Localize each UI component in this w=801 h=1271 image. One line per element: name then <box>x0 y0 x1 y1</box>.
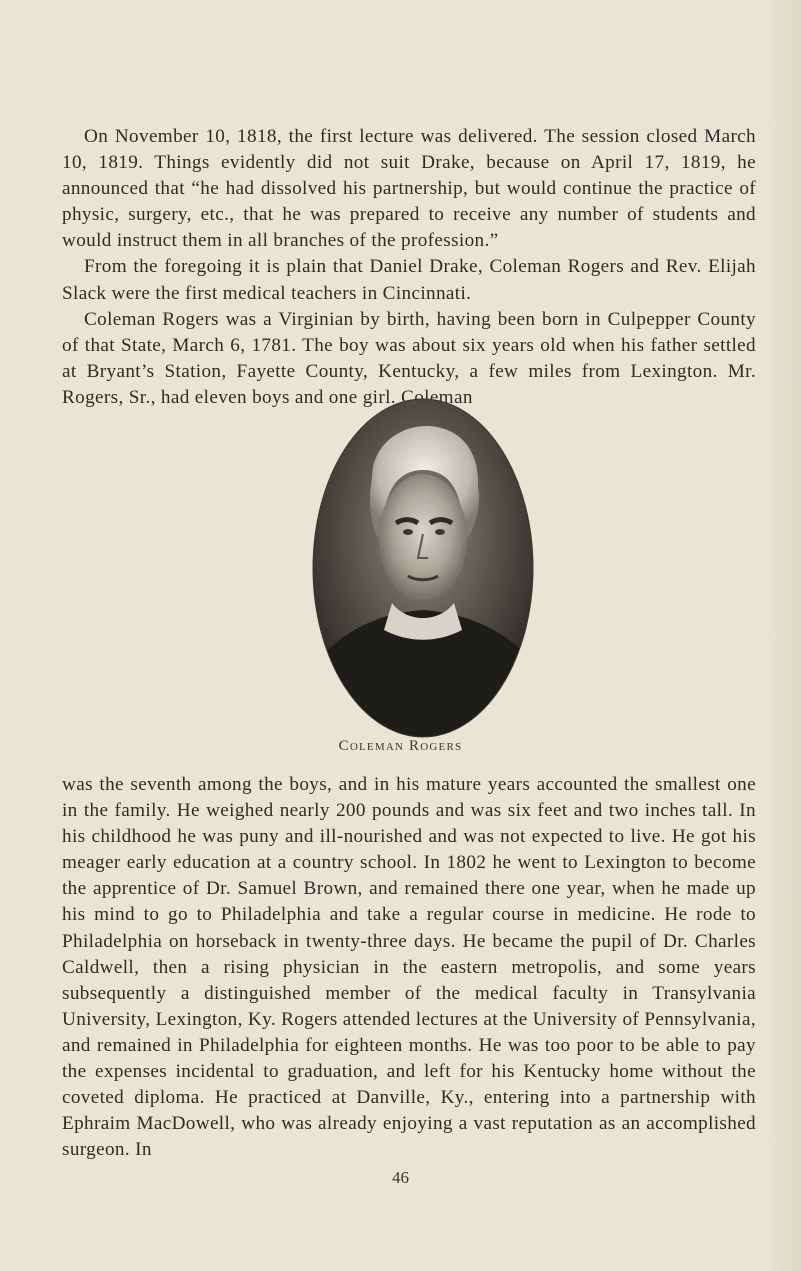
page-edge-shading <box>761 0 801 1271</box>
portrait-figure <box>312 398 534 738</box>
paragraph-rogers-birth: Coleman Rogers was a Virginian by birth, having been born in Culpepper County of that State, March 6, 1781. The boy was about six years old when his father settled at Bryant’s Station, Fayette County, Kentucky, a few miles from Lexington. Mr. Rogers, Sr., had eleven boys and one girl. Coleman <box>62 308 756 408</box>
portrait-caption: Coleman Rogers <box>338 738 463 754</box>
portrait-engraving-icon <box>312 398 534 738</box>
text-block-top <box>62 124 756 411</box>
paragraph-first-lecture: On November 10, 1818, the first lecture was delivered. The session closed March 10, 1819. Things evidently did not suit Drake, because on April 17, 1819, he announced that “he had dissolved his partnership, but would continue the practice of physic, surgery, etc., that he was prepared to receive any number of students and would instruct them in all branches of the profession.” <box>62 126 756 252</box>
paragraph-first-teachers: From the foregoing it is plain that Daniel Drake, Coleman Rogers and Rev. Elijah Slack were the first medical teachers in Cincinnati. <box>62 256 756 304</box>
paragraph-rogers-life: was the seventh among the boys, and in his mature years accounted the smallest one in the family. He weighed nearly 200 pounds and was six feet and two inches tall. In his childhood he was puny and ill-nourished and was not expected to live. He got his meager early education at a country school. In 1802 he went to Lexington to become the apprentice of Dr. Samuel Brown, and remained there one year, when he made up his mind to go to Philadelphia and take a regular course in medicine. He rode to Philadelphia on horseback in twenty-three days. He became the pupil of Dr. Charles Caldwell, then a rising physician in the eastern metropolis, and some years subsequently a distinguished member of the medical faculty in Transylvania University, Lexington, Ky. Rogers attended lectures at the University of Pennsylvania, and remained in Philadelphia for eighteen months. He was too poor to be able to pay the expenses incidental to graduation, and left for his Kentucky home without the coveted diploma. He practiced at Danville, Ky., entering into a partnership with Ephraim MacDowell, who was already enjoying a vast reputation as an accomplished surgeon. In <box>62 774 756 1161</box>
text-block-bottom <box>62 772 756 1163</box>
page-number: 46 <box>392 1168 409 1187</box>
